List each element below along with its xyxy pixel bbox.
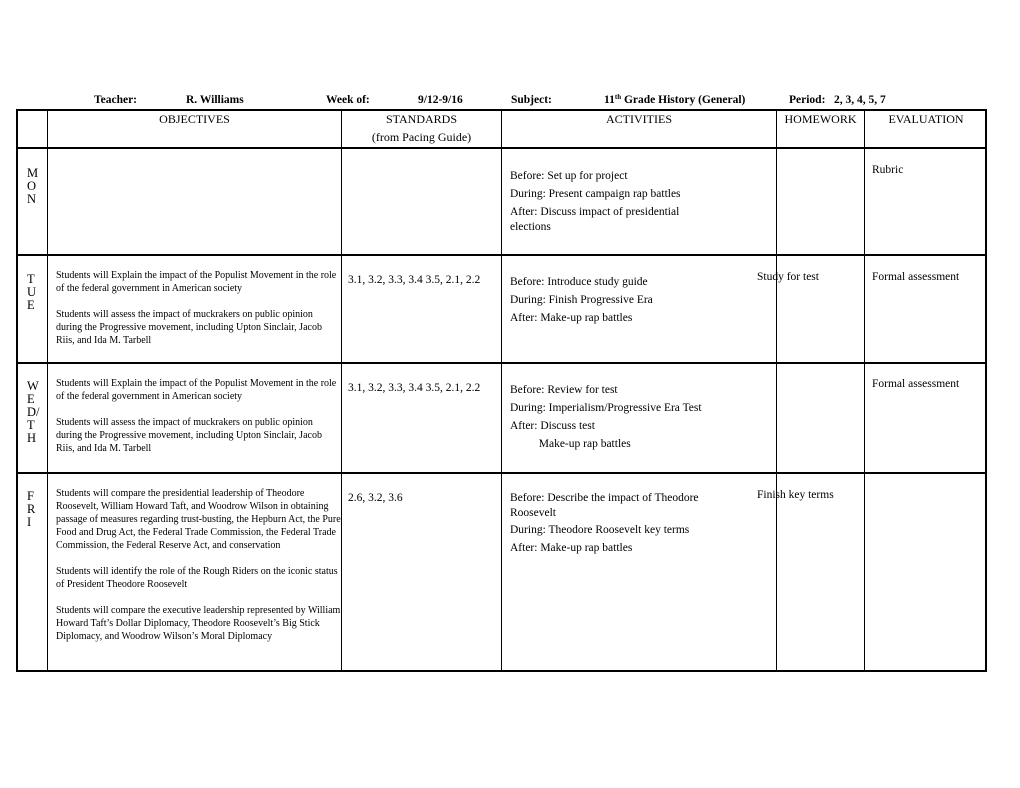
objective-item: Students will Explain the impact of the Populist Movement in the role of the federal government in American society: [56, 270, 337, 294]
activity-item: After: Discuss test: [510, 420, 595, 432]
col-header-standards-sub: (from Pacing Guide): [371, 130, 472, 144]
objective-item: Students will assess the impact of muckrakers on public opinion during the Progressive movement, including Upton Sinclair, Jacob Riis, and Ida M. Tarbell: [56, 417, 322, 454]
evaluation-cell: Rubric: [872, 164, 904, 176]
activities-cell: [510, 381, 745, 453]
lesson-plan-table: [16, 109, 987, 672]
activities-cell: [510, 491, 745, 557]
objective-item: Students will identify the role of the Rough Riders on the iconic status of President Theodore Roosevelt: [56, 566, 338, 590]
objective-item: Students will compare the executive leadership represented by William Howard Taft’s Dollar Diplomacy, Theodore Roosevelt’s Big Stick Diplomacy, and Woodrow Wilson’s Moral Diplomacy: [56, 605, 341, 642]
evaluation-cell: Formal assessment: [872, 378, 960, 390]
evaluation-cell: Formal assessment: [872, 271, 960, 283]
objectives-cell: [56, 377, 341, 468]
col-header-standards: STANDARDS: [385, 112, 458, 126]
day-label: F R I: [27, 489, 36, 529]
activity-item: After: Make-up rap battles: [510, 542, 633, 554]
activity-item: Before: Introduce study guide: [510, 276, 648, 288]
activity-item: During: Present campaign rap battles: [510, 188, 681, 200]
col-header-homework: HOMEWORK: [784, 112, 857, 126]
objectives-cell: [56, 269, 341, 360]
activity-item: During: Theodore Roosevelt key terms: [510, 524, 690, 536]
objective-item: Students will assess the impact of muckrakers on public opinion during the Progressive movement, including Upton Sinclair, Jacob Riis, and Ida M. Tarbell: [56, 309, 322, 346]
subject-value: 11th Grade History (General): [604, 93, 746, 106]
week-label: Week of:: [326, 94, 370, 106]
activity-item: Before: Review for test: [510, 384, 618, 396]
col-header-objectives: OBJECTIVES: [159, 112, 230, 126]
standards-cell: 2.6, 3.2, 3.6: [348, 492, 403, 504]
teacher-value: R. Williams: [186, 94, 244, 106]
activity-item: After: Discuss impact of presidential elections: [510, 206, 680, 233]
objectives-cell: [56, 487, 341, 643]
activities-cell: [510, 167, 745, 235]
activity-item: During: Imperialism/Progressive Era Test: [510, 402, 702, 414]
homework-cell: Finish key terms: [757, 489, 834, 501]
col-header-evaluation: EVALUATION: [888, 112, 964, 126]
week-value: 9/12-9/16: [418, 94, 463, 106]
activity-item: Make-up rap battles: [510, 438, 631, 450]
day-label: T U E: [27, 272, 37, 312]
standards-cell: 3.1, 3.2, 3.3, 3.4 3.5, 2.1, 2.2: [348, 274, 481, 286]
teacher-label: Teacher:: [94, 94, 138, 106]
activity-item: During: Finish Progressive Era: [510, 294, 653, 306]
day-label: W E D/ T H: [27, 379, 40, 445]
activity-item: After: Make-up rap battles: [510, 312, 633, 324]
subject-label: Subject:: [511, 94, 552, 106]
day-label: M O N: [27, 166, 39, 206]
objective-item: Students will compare the presidential leadership of Theodore Roosevelt, William Howard Taft, and Woodrow Wilson in obtaining passage of measures regarding trust-busting, the Hepburn Act, the Pure Food and Drug Act, the Federal Trade Commission, the Federal Trade Commission, the Federal Reserve Act, and conservation: [56, 488, 341, 551]
col-header-activities: ACTIVITIES: [606, 112, 672, 126]
standards-cell: 3.1, 3.2, 3.3, 3.4 3.5, 2.1, 2.2: [348, 382, 481, 394]
activity-item: Before: Describe the impact of Theodore Roosevelt: [510, 492, 699, 519]
objective-item: Students will Explain the impact of the Populist Movement in the role of the federal government in American society: [56, 378, 337, 402]
homework-cell: Study for test: [757, 271, 819, 283]
activity-item: Before: Set up for project: [510, 170, 628, 182]
period-label: Period:: [789, 94, 826, 106]
period-value: 2, 3, 4, 5, 7: [834, 94, 886, 106]
activities-cell: [510, 273, 745, 327]
